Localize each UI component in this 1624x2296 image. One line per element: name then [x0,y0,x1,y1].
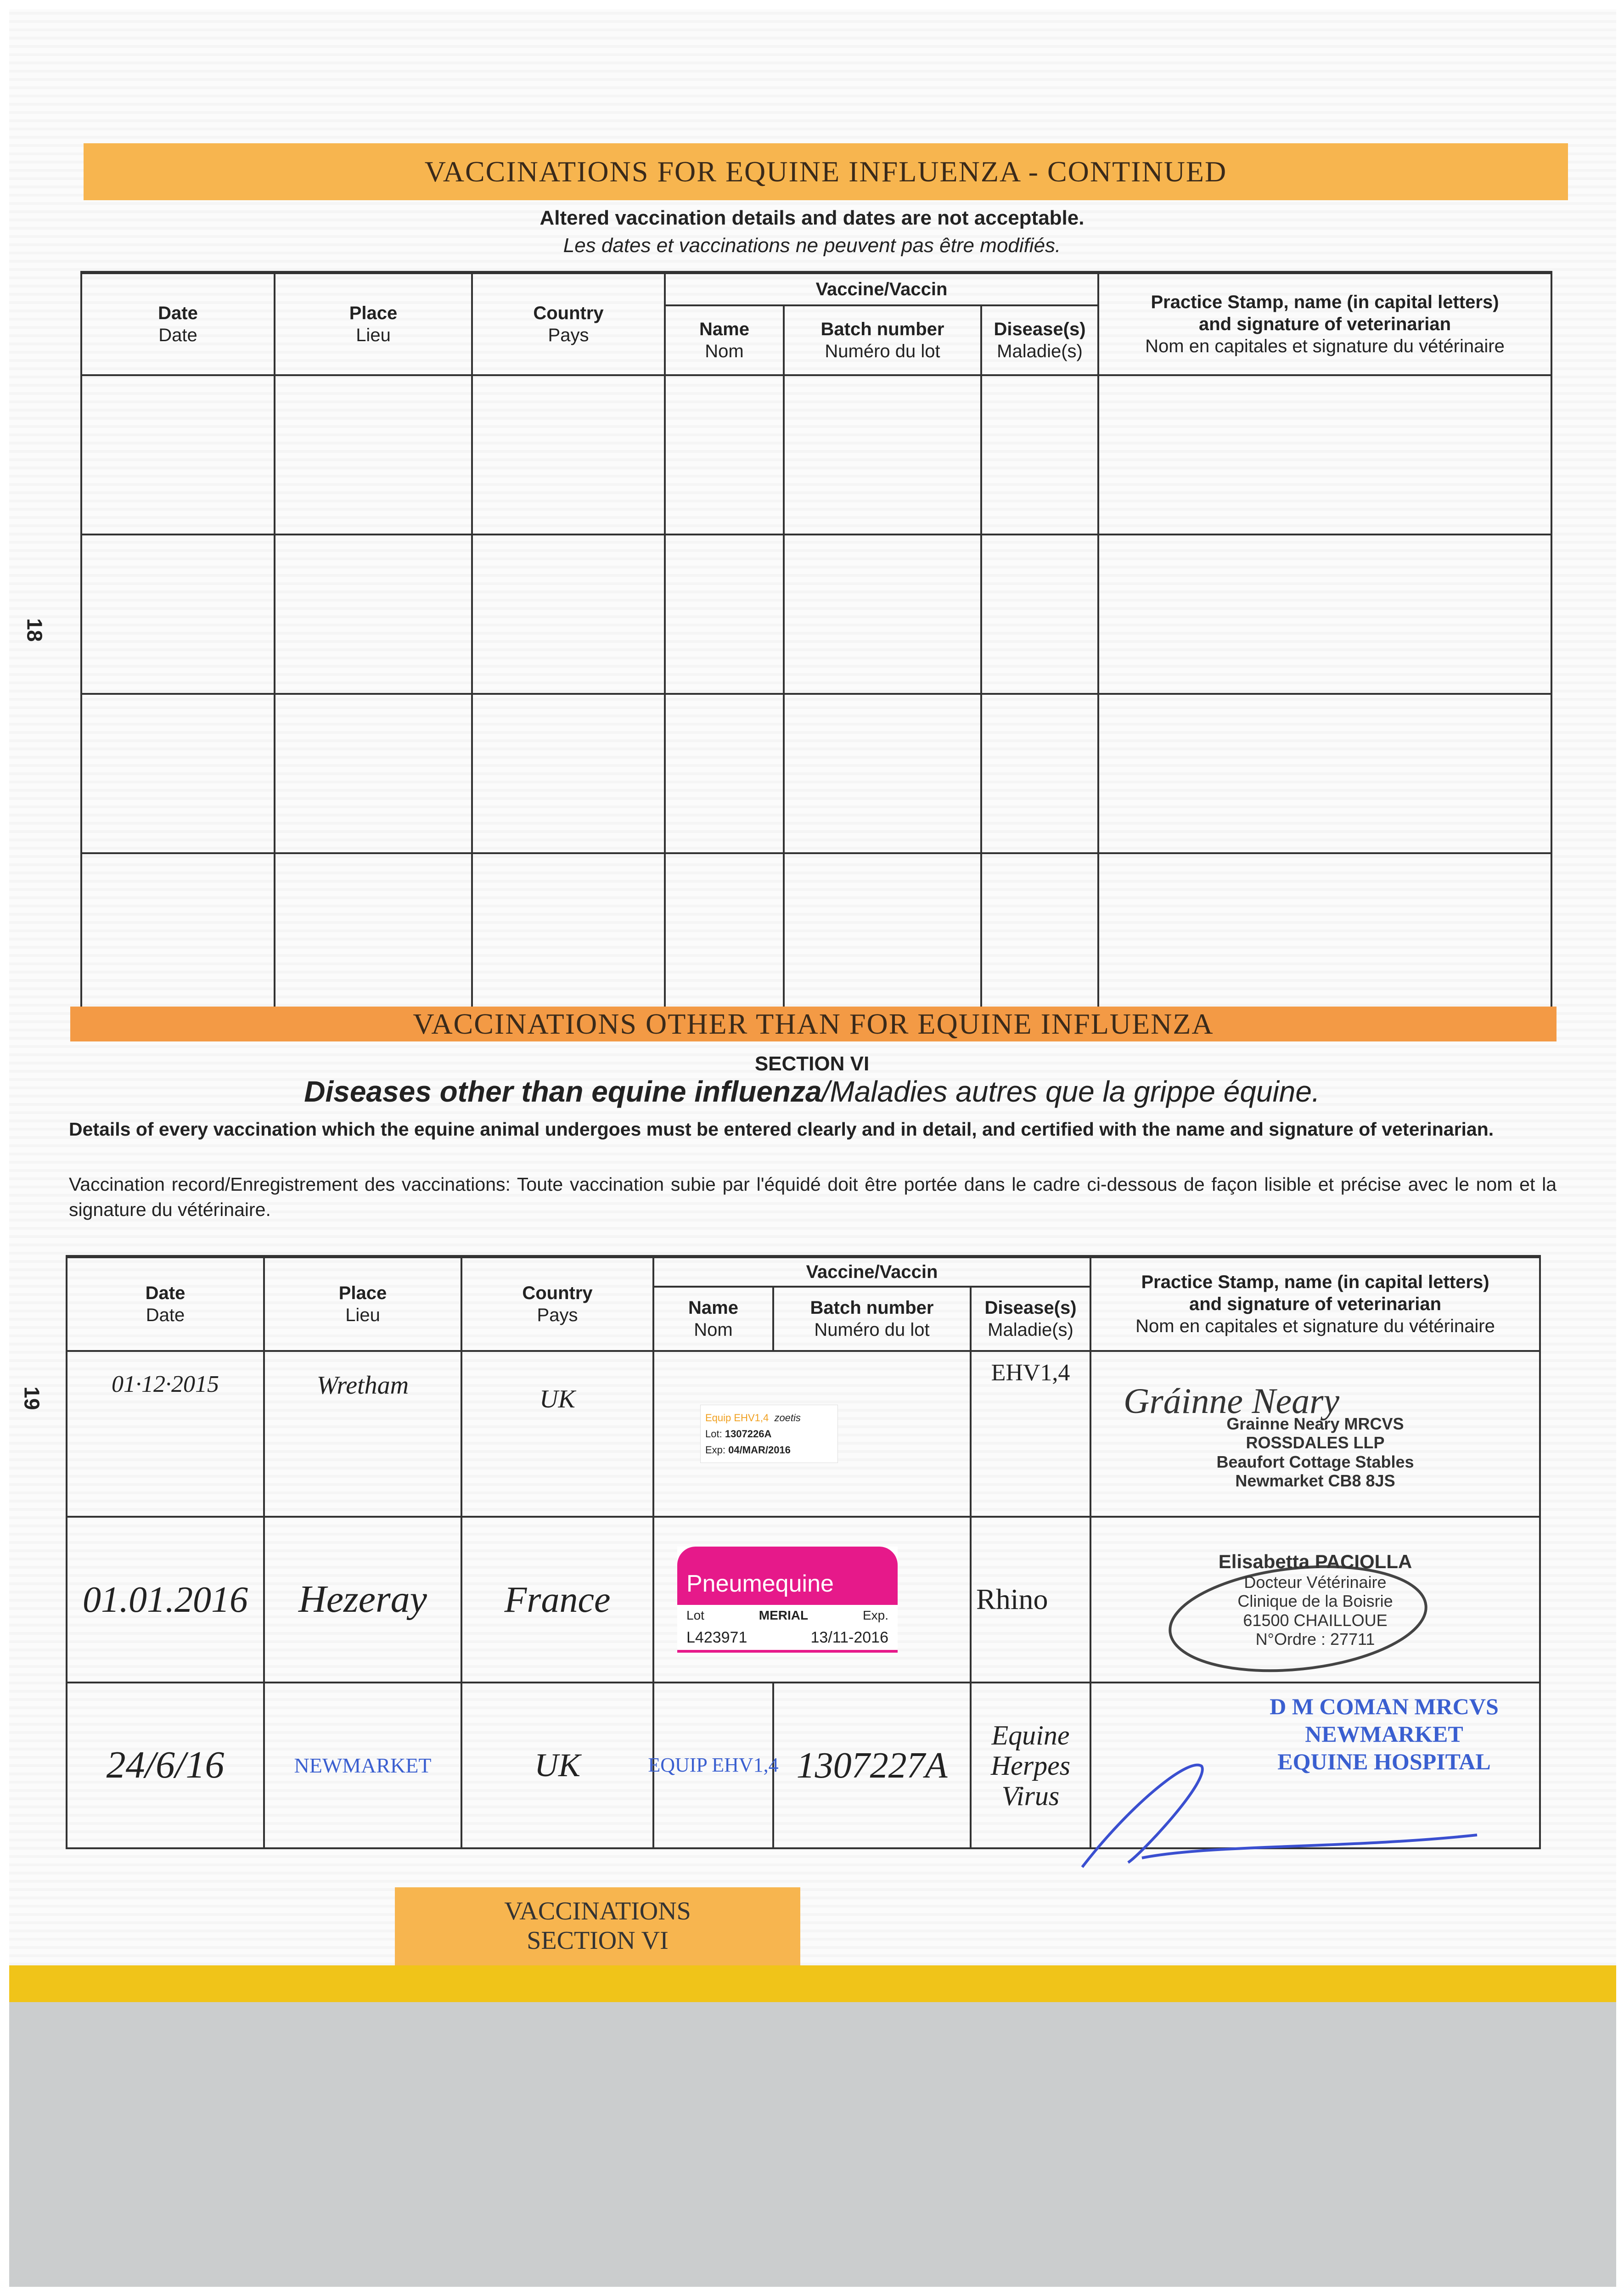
row3-country: UK [462,1683,654,1849]
empty-cell [275,695,473,854]
page-edge-band [9,1965,1616,2002]
section-title: Diseases other than equine influenza/Maladies autres que la grippe équine. [304,1075,1320,1108]
row1-place: Wretham [265,1352,462,1518]
row3-name: EQUIP EHV1,4 [654,1683,774,1849]
header-disease: Disease(s) Maladie(s) [982,306,1099,376]
section-banner: VACCINATIONS OTHER THAN FOR EQUINE INFLUENZA [70,1007,1557,1041]
header-country: Country Pays [473,274,666,376]
empty-cell [982,854,1099,1013]
header-batch: Batch number Numéro du lot [774,1288,972,1352]
empty-cell [473,535,666,695]
scan-background [9,2002,1616,2287]
page-number: 19 [20,1386,44,1410]
empty-cell [1099,695,1552,854]
empty-cell [666,695,785,854]
row3-stamp: D M COMAN MRCVS NEWMARKET EQUINE HOSPITAL [1091,1683,1541,1849]
empty-cell [275,854,473,1013]
empty-cell [785,854,982,1013]
notice-bold: Altered vaccination details and dates are not acceptable. [539,207,1085,229]
empty-cell [785,535,982,695]
signature: Gráinne Neary [1124,1381,1340,1421]
header-vaccine: Vaccine/Vaccin [654,1258,1091,1288]
empty-cell [1099,854,1552,1013]
row3-place: NEWMARKET [265,1683,462,1849]
row2-vaccine-label [654,1518,972,1683]
row3-date: 24/6/16 [67,1683,265,1849]
header-date: Date Date [82,274,275,376]
row2-disease: Rhino [972,1518,1091,1683]
empty-cell [82,854,275,1013]
empty-cell [1099,376,1552,535]
empty-cell [82,535,275,695]
row3-batch: 1307227A [774,1683,972,1849]
header-place: Place Lieu [275,274,473,376]
empty-cell [473,854,666,1013]
row2-stamp: Elisabetta PACIOLLA Docteur Vétérinaire Clinique de la Boisrie 61500 CHAILLOUE N°Ordre : 27711 [1091,1518,1541,1683]
header-disease: Disease(s) Maladie(s) [972,1288,1091,1352]
empty-cell [473,695,666,854]
row1-vaccine-label [654,1352,972,1518]
details-paragraph: Vaccination record/Enregistrement des vaccinations: Toute vaccination subie par l'équidé doit être portée dans le cadre ci-dessous de façon lisible et précise avec le nom et la signature du vétérinaire. [69,1174,1557,1221]
other-vaccination-table [66,1255,1541,1849]
empty-cell [473,376,666,535]
row2-place: Hezeray [265,1518,462,1683]
footer-tab: VACCINATIONS SECTION VI [395,1887,800,1965]
header-name: Name Nom [654,1288,774,1352]
row2-date: 01.01.2016 [67,1518,265,1683]
header-date: Date Date [67,1258,265,1352]
top-banner: VACCINATIONS FOR EQUINE INFLUENZA - CONTINUED [84,143,1568,200]
empty-cell [666,535,785,695]
row1-disease: EHV1,4 [972,1352,1091,1518]
empty-cell [666,854,785,1013]
row1-date: 01·12·2015 [67,1352,265,1518]
signature-scribble-icon [1073,1739,1486,1872]
empty-cell [1099,535,1552,695]
header-vaccine: Vaccine/Vaccin [666,274,1099,306]
empty-cell [82,376,275,535]
row2-country: France [462,1518,654,1683]
empty-cell [275,535,473,695]
vaccine-sticker: Equip EHV1,4 zoetis Lot: 1307226A Exp: 04/MAR/2016 [700,1405,838,1463]
empty-cell [982,376,1099,535]
header-place: Place Lieu [265,1258,462,1352]
header-country: Country Pays [462,1258,654,1352]
header-stamp: Practice Stamp, name (in capital letters) and signature of veterinarian Nom en capitales et signature du vétérinaire [1099,274,1552,376]
empty-cell [982,695,1099,854]
header-batch: Batch number Numéro du lot [785,306,982,376]
header-stamp: Practice Stamp, name (in capital letters) and signature of veterinarian Nom en capitales et signature du vétérinaire [1091,1258,1541,1352]
empty-cell [666,376,785,535]
empty-cell [785,695,982,854]
section-label: SECTION VI [754,1052,870,1075]
empty-cell [82,695,275,854]
empty-cell [275,376,473,535]
notice-italic: Les dates et vaccinations ne peuvent pas être modifiés. [563,234,1061,257]
row1-country: UK [462,1352,654,1518]
influenza-vaccination-table [80,271,1552,1013]
page-number: 18 [22,618,47,642]
empty-cell [982,535,1099,695]
vaccine-sticker: Pneumequine Lot MERIAL Exp. L423971 13/11-2016 [677,1547,898,1653]
row3-disease: Equine Herpes Virus [972,1683,1091,1849]
header-name: Name Nom [666,306,785,376]
details-bold: Details of every vaccination which the equine animal undergoes must be entered clearly and in detail, and certified with the name and signature of veterinarian. [69,1119,1494,1140]
empty-cell [785,376,982,535]
row1-stamp: Gráinne Neary Grainne Neary MRCVS ROSSDALES LLP Beaufort Cottage Stables Newmarket CB8 8JS [1091,1352,1541,1518]
